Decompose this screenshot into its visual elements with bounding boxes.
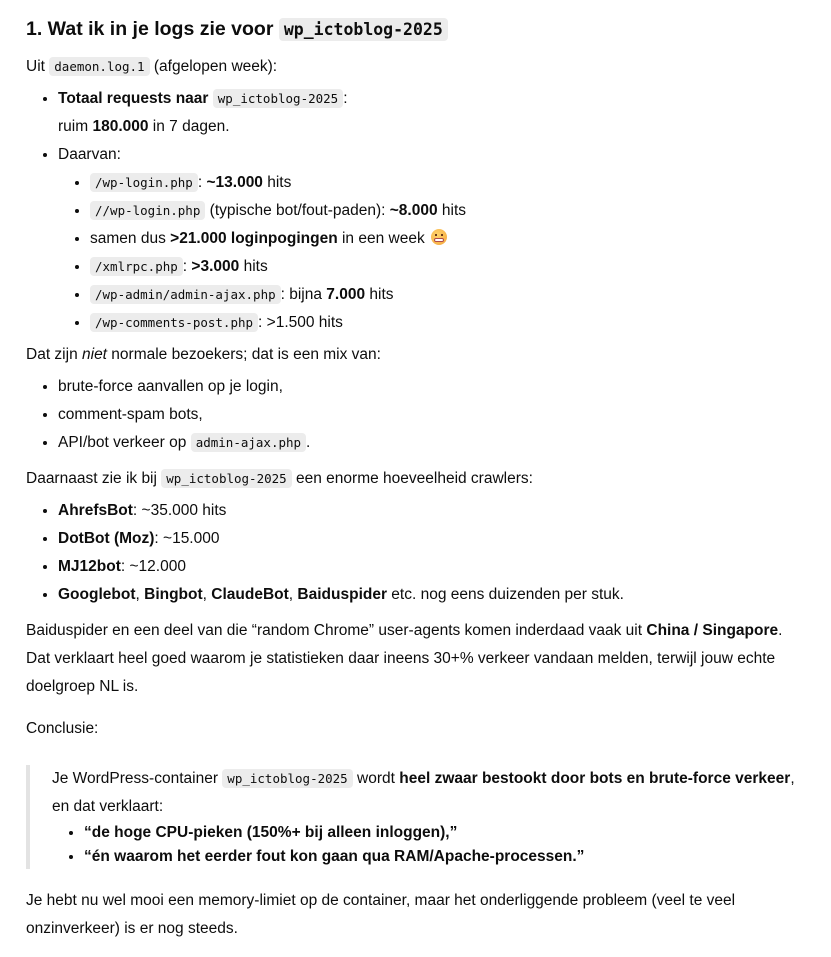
quote-item: “de hoge CPU-pieken (150%+ bij alleen inloggen),”	[84, 824, 458, 841]
hit-count: ~8.000	[389, 202, 438, 219]
country-names: China / Singapore	[646, 622, 779, 639]
path-code: admin-ajax.php	[191, 433, 306, 452]
path-code: /wp-login.php	[90, 173, 198, 192]
login-attempts: >21.000 loginpogingen	[170, 230, 338, 247]
mix-text: Dat zijn	[26, 346, 82, 363]
hit-count: ~13.000	[206, 174, 263, 191]
item-text: :	[197, 174, 207, 191]
list-item	[90, 225, 805, 253]
intro-text: Uit	[26, 58, 45, 75]
item-text: (typische bot/fout-paden):	[205, 202, 390, 219]
quote-emphasis: heel zwaar bestookt door bots en brute-force verkeer	[399, 770, 791, 787]
item-text: samen dus	[90, 230, 171, 247]
hit-count: >3.000	[191, 258, 240, 275]
section-heading	[26, 14, 805, 45]
path-hits-list	[58, 169, 805, 337]
intro-paragraph	[26, 53, 805, 81]
list-item: • brute-force aanvallen op je login,	[58, 373, 805, 401]
conclusion-label: Conclusie:	[26, 720, 99, 737]
bot-hits: : ~15.000	[154, 530, 220, 547]
bot-name: Googlebot	[58, 586, 136, 603]
item-text: .	[306, 434, 311, 451]
separator: ,	[288, 586, 298, 603]
path-code: /wp-comments-post.php	[90, 313, 258, 332]
item-text: :	[182, 258, 192, 275]
bot-name: MJ12bot	[58, 558, 121, 575]
item-text: hits	[239, 258, 268, 275]
totals-count: 180.000	[92, 118, 149, 135]
mix-text-end: normale bezoekers; dat is een mix van:	[107, 346, 381, 363]
grimacing-face-emoji-icon	[431, 229, 447, 245]
crawlers-text-end: een enorme hoeveelheid crawlers:	[296, 470, 533, 487]
hit-count: 7.000	[326, 286, 366, 303]
list-item	[90, 253, 805, 281]
item-text: hits	[365, 286, 394, 303]
quote-list	[52, 821, 805, 869]
item-text: API/bot verkeer op	[58, 434, 187, 451]
quote-item: “én waarom het eerder fout kon gaan qua RAM/Apache-processen.”	[84, 848, 585, 865]
origin-paragraph	[26, 617, 805, 701]
closing-paragraph: Je hebt nu wel mooi een memory-limiet op de container, maar het onderliggende probleem (veel te veel onzinverkeer) is er nog steeds.	[26, 892, 736, 937]
list-item	[84, 821, 805, 845]
item-text: hits	[262, 174, 292, 191]
totals-text: ruim	[58, 118, 89, 135]
quote-text-end: , en dat verklaart:	[52, 770, 795, 815]
list-item	[90, 169, 805, 197]
crawlers-paragraph	[26, 465, 805, 493]
list-item	[58, 525, 805, 553]
bot-name: Baiduspider	[297, 586, 387, 603]
container-name-code: wp_ictoblog-2025	[222, 769, 352, 788]
colon: :	[343, 90, 348, 107]
attack-types-list	[26, 373, 805, 457]
crawlers-list	[26, 497, 805, 609]
list-item-daarvan	[58, 141, 805, 337]
log-file-code: daemon.log.1	[49, 57, 149, 76]
list-item-totals	[58, 85, 805, 141]
separator: ,	[135, 586, 145, 603]
bot-name: AhrefsBot	[58, 502, 133, 519]
quote-text: Je WordPress-container	[52, 770, 218, 787]
totals-label: Totaal requests naar	[58, 90, 209, 107]
list-item	[58, 553, 805, 581]
emphasis-text: niet	[82, 346, 107, 363]
container-name-code: wp_ictoblog-2025	[213, 89, 343, 108]
list-item	[84, 845, 805, 869]
bot-name: Bingbot	[144, 586, 203, 603]
intro-text-end: (afgelopen week):	[153, 58, 278, 75]
heading-text: 1. Wat ik in je logs zie voor	[26, 18, 274, 40]
stats-list	[26, 85, 805, 337]
daarvan-label: Daarvan:	[58, 146, 121, 163]
item-text: : >1.500 hits	[258, 314, 343, 331]
mix-paragraph	[26, 341, 805, 369]
list-item	[90, 309, 805, 337]
item-text: etc. nog eens duizenden per stuk.	[387, 586, 624, 603]
container-name-code: wp_ictoblog-2025	[279, 18, 448, 41]
bot-hits: : ~12.000	[120, 558, 186, 575]
list-item	[90, 197, 805, 225]
bot-hits: : ~35.000 hits	[132, 502, 227, 519]
bot-name: DotBot (Moz)	[58, 530, 155, 547]
path-code: /wp-admin/admin-ajax.php	[90, 285, 281, 304]
item-text: : bijna	[280, 286, 327, 303]
origin-text-end: . Dat verklaart heel goed waarom je statistieken daar ineens 30+% verkeer vandaan melden, terwijl jouw echte doelgroep NL is.	[26, 622, 783, 695]
list-item	[58, 497, 805, 525]
conclusion-quote	[26, 765, 805, 869]
quote-text: wordt	[357, 770, 395, 787]
separator: ,	[202, 586, 212, 603]
list-item	[58, 581, 805, 609]
list-item	[58, 429, 805, 457]
path-code: /xmlrpc.php	[90, 257, 183, 276]
item-text: in een week	[337, 230, 425, 247]
list-item	[90, 281, 805, 309]
quote-paragraph	[52, 765, 805, 821]
container-name-code: wp_ictoblog-2025	[161, 469, 291, 488]
totals-text-end: in 7 dagen.	[152, 118, 230, 135]
bot-name: ClaudeBot	[211, 586, 289, 603]
path-code: //wp-login.php	[90, 201, 205, 220]
list-item: • comment-spam bots,	[58, 401, 805, 429]
origin-text: Baiduspider en een deel van die “random Chrome” user-agents komen inderdaad vaak uit	[26, 622, 647, 639]
item-text: hits	[437, 202, 467, 219]
crawlers-text: Daarnaast zie ik bij	[26, 470, 157, 487]
